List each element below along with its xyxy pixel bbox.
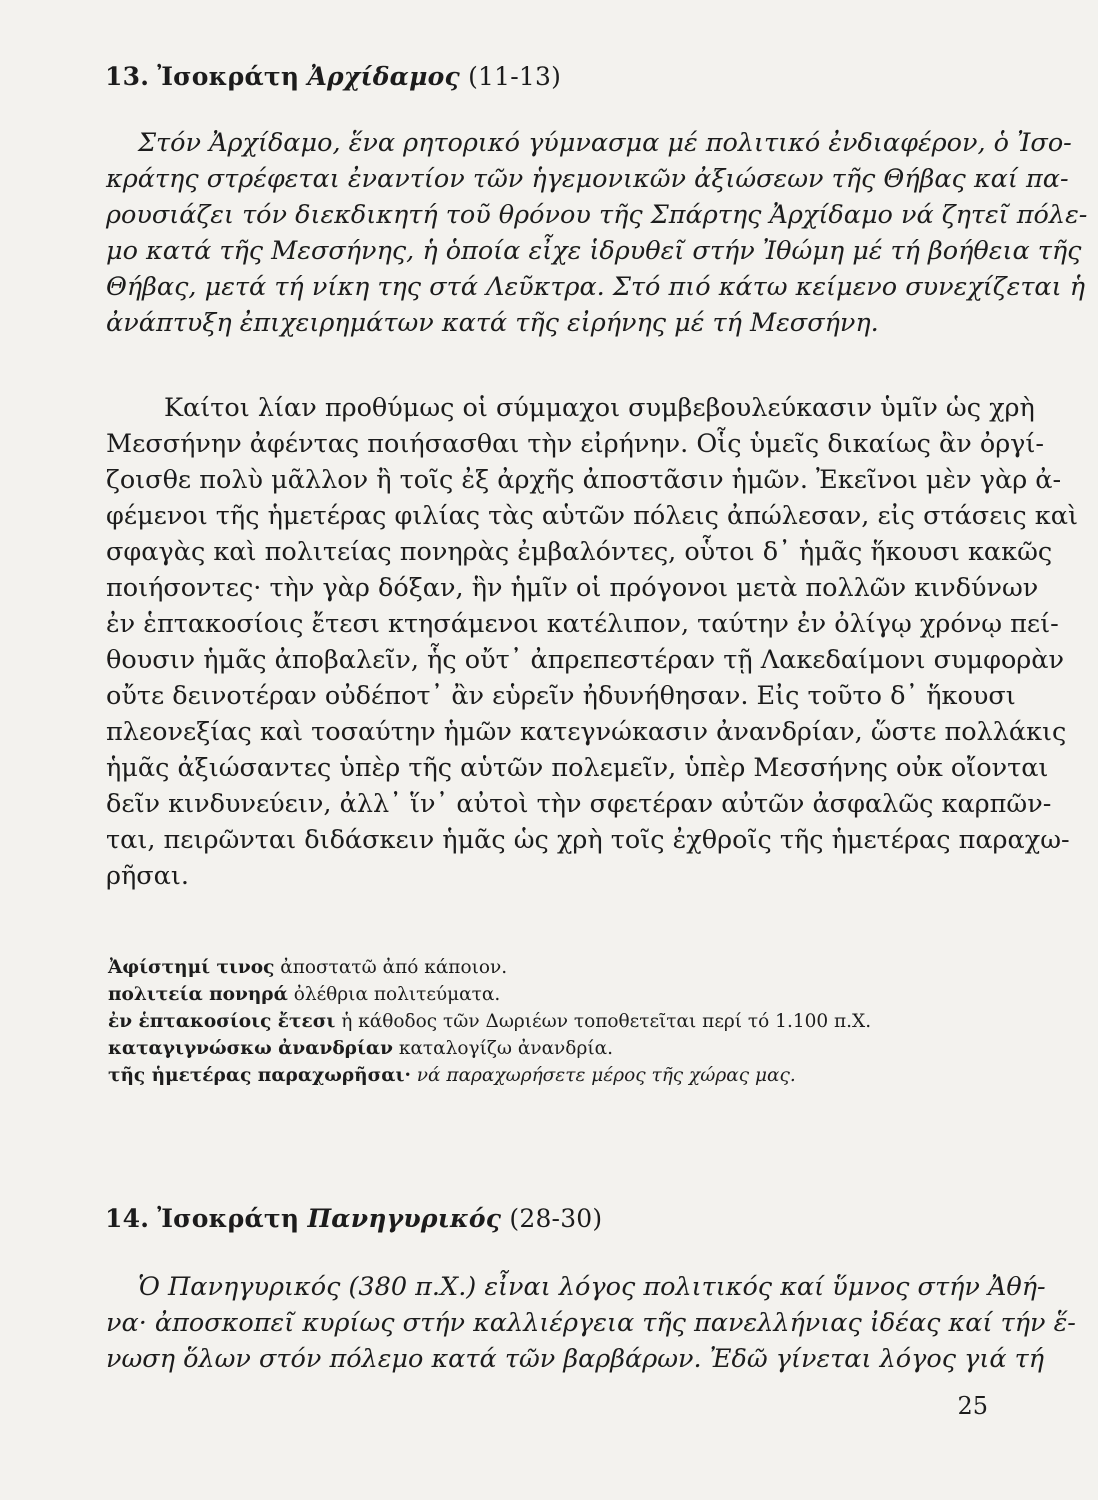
section-14-heading: [105, 1204, 602, 1233]
text-line: Καίτοι λίαν προθύμως οἱ σύμμαχοι συμβεβουλεύκασιν ὑμῖν ὡς χρὴ: [164, 393, 1035, 423]
intro-line: ἀνάπτυξη ἐπιχειρημάτων κατά τῆς εἰρήνης μέ τή Μεσσήνη.: [106, 308, 879, 338]
section-13-author: Ἰσοκράτη: [157, 62, 300, 91]
section-14-work-title: Πανηγυρικός: [307, 1204, 502, 1233]
text-line: ἡμᾶς ἀξιώσαντες ὑπὲρ τῆς αὑτῶν πολεμεῖν, ὑπὲρ Μεσσήνης οὐκ οἴονται: [106, 753, 1049, 783]
glossary-term: καταγιγνώσκω ἀνανδρίαν: [108, 1038, 393, 1059]
intro-line: να· ἀποσκοπεῖ κυρίως στήν καλλιέργεια τῆς πανελλήνιας ἰδέας καί τήν ἕ-: [106, 1308, 1076, 1338]
section-13-number: 13.: [105, 62, 150, 91]
glossary-term: τῆς ἡμετέρας παραχωρῆσαι·: [108, 1065, 411, 1086]
glossary-gloss: ὀλέθρια πολιτεύματα.: [287, 984, 501, 1005]
glossary-note: [108, 983, 500, 1007]
section-14-range: (28-30): [509, 1204, 603, 1233]
glossary-note: [108, 1064, 796, 1088]
text-line: ρῆσαι.: [106, 861, 189, 891]
glossary-gloss: ἡ κάθοδος τῶν Δωριέων τοποθετεῖται περί τό 1.100 π.Χ.: [335, 1011, 872, 1032]
glossary-note: [108, 1037, 613, 1061]
section-13-heading: [105, 62, 561, 91]
section-13-work-title: Ἀρχίδαμος: [307, 62, 460, 91]
glossary-gloss: νά παραχωρήσετε μέρος τῆς χώρας μας.: [410, 1065, 796, 1086]
intro-line: Θήβας, μετά τή νίκη της στά Λεῦκτρα. Στό πιό κάτω κείμενο συνεχίζεται ἡ: [106, 272, 1086, 302]
text-line: ται, πειρῶνται διδάσκειν ἡμᾶς ὡς χρὴ τοῖς ἐχθροῖς τῆς ἡμετέρας παραχω-: [106, 825, 1070, 855]
text-line: ζοισθε πολὺ μᾶλλον ἢ τοῖς ἐξ ἀρχῆς ἀποστᾶσιν ἡμῶν. Ἐκεῖνοι μὲν γὰρ ἀ-: [106, 465, 1062, 495]
section-13-range: (11-13): [468, 62, 562, 91]
text-line: ποιήσοντες· τὴν γὰρ δόξαν, ἣν ἡμῖν οἱ πρόγονοι μετὰ πολλῶν κινδύνων: [106, 573, 1039, 603]
page-number: 25: [957, 1392, 988, 1420]
glossary-term: Ἀφίστημί τινος: [108, 957, 275, 978]
glossary-term: πολιτεία πονηρά: [108, 984, 288, 1005]
section-13-glossary: [108, 956, 988, 1096]
intro-line: κράτης στρέφεται ἐναντίον τῶν ἡγεμονικῶν ἀξιώσεων τῆς Θήβας καί πα-: [106, 164, 1069, 194]
section-14-number: 14.: [105, 1204, 150, 1233]
glossary-term: ἐν ἑπτακοσίοις ἔτεσι: [108, 1011, 336, 1032]
text-line: οὔτε δεινοτέραν οὐδέποτ᾽ ἂν εὑρεῖν ἠδυνήθησαν. Εἰς τοῦτο δ᾽ ἥκουσι: [106, 681, 1016, 711]
text-line: ἐν ἑπτακοσίοις ἔτεσι κτησάμενοι κατέλιπον, ταύτην ἐν ὀλίγῳ χρόνῳ πεί-: [106, 609, 1059, 639]
glossary-gloss: ἀποστατῶ ἀπό κάποιον.: [274, 957, 508, 978]
section-13-intro: [106, 128, 1088, 348]
section-13-greek-text: [106, 393, 1078, 913]
intro-line: νωση ὅλων στόν πόλεμο κατά τῶν βαρβάρων. Ἐδῶ γίνεται λόγος γιά τή: [106, 1344, 1045, 1374]
text-line: πλεονεξίας καὶ τοσαύτην ἡμῶν κατεγνώκασιν ἀνανδρίαν, ὥστε πολλάκις: [106, 717, 1067, 747]
glossary-note: [108, 956, 507, 980]
text-line: δεῖν κινδυνεύειν, ἀλλ᾽ ἵν᾽ αὐτοὶ τὴν σφετέραν αὐτῶν ἀσφαλῶς καρπῶν-: [106, 789, 1052, 819]
intro-line: Στόν Ἀρχίδαμο, ἕνα ρητορικό γύμνασμα μέ πολιτικό ἐνδιαφέρον, ὁ Ἰσο-: [138, 128, 1072, 158]
intro-line: μο κατά τῆς Μεσσήνης, ἡ ὁποία εἶχε ἱδρυθεῖ στήν Ἰθώμη μέ τή βοήθεια τῆς: [106, 236, 1082, 266]
intro-line: Ὁ Πανηγυρικός (380 π.Χ.) εἶναι λόγος πολιτικός καί ὕμνος στήν Ἀθή-: [138, 1272, 1046, 1302]
glossary-note: [108, 1010, 871, 1034]
intro-line: ρουσιάζει τόν διεκδικητή τοῦ θρόνου τῆς Σπάρτης Ἀρχίδαμο νά ζητεῖ πόλε-: [106, 200, 1088, 230]
section-14-intro: [106, 1272, 1076, 1382]
text-line: Μεσσήνην ἀφέντας ποιήσασθαι τὴν εἰρήνην. Οἷς ὑμεῖς δικαίως ἂν ὀργί-: [106, 429, 1045, 459]
section-14-author: Ἰσοκράτη: [157, 1204, 300, 1233]
text-line: σφαγὰς καὶ πολιτείας πονηρὰς ἐμβαλόντες, οὗτοι δ᾽ ἡμᾶς ἥκουσι κακῶς: [106, 537, 1053, 567]
glossary-gloss: καταλογίζω ἀνανδρία.: [393, 1038, 613, 1059]
text-line: φέμενοι τῆς ἡμετέρας φιλίας τὰς αὑτῶν πόλεις ἀπώλεσαν, εἰς στάσεις καὶ: [106, 501, 1078, 531]
text-line: θουσιν ἡμᾶς ἀποβαλεῖν, ἧς οὔτ᾽ ἀπρεπεστέραν τῇ Λακεδαίμονι συμφορὰν: [106, 645, 1065, 675]
